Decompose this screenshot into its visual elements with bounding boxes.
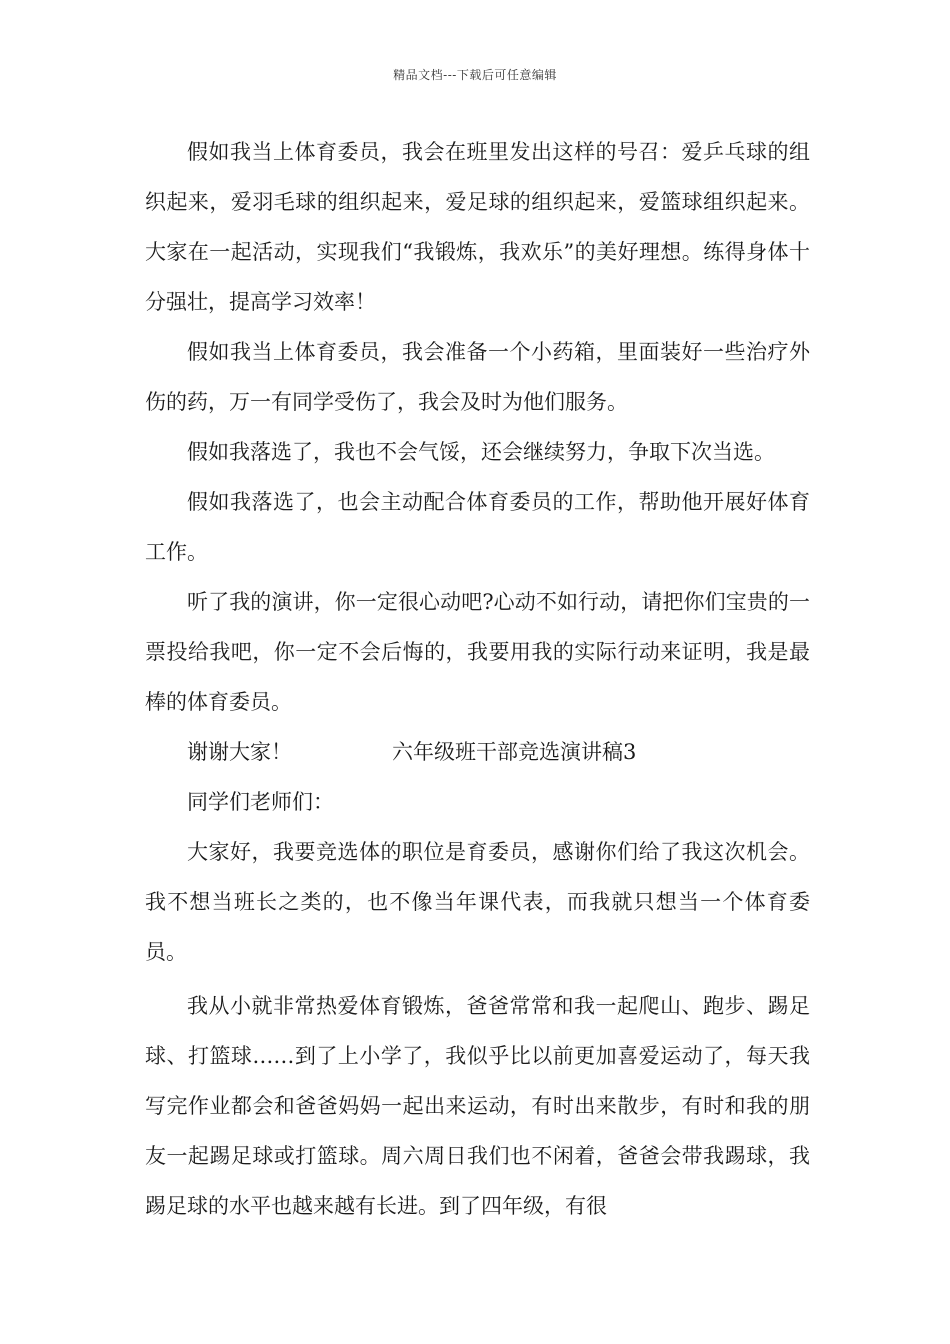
page-header: 精品文档---下载后可任意编辑: [393, 68, 557, 82]
section-title: 六年级班干部竞选演讲稿3: [392, 740, 637, 764]
paragraph-4: 假如我落选了，也会主动配合体育委员的工作，帮助他开展好体育工作。: [145, 490, 810, 564]
greeting: 同学们老师们：: [187, 790, 334, 814]
paragraph-6: 大家好，我要竞选体的职位是育委员，感谢你们给了我这次机会。我不想当班长之类的，也不像当年课代表，而我就只想当一个体育委员。: [145, 840, 810, 964]
document-body: [145, 127, 810, 1231]
thanks-line: [145, 727, 810, 777]
paragraph-2: 假如我当上体育委员，我会准备一个小药箱，里面装好一些治疗外伤的药，万一有同学受伤了，我会及时为他们服务。: [145, 340, 810, 414]
thanks-text: 谢谢大家！: [187, 740, 292, 764]
paragraph-3: 假如我落选了，我也不会气馁，还会继续努力，争取下次当选。: [187, 440, 775, 464]
paragraph-1: 假如我当上体育委员，我会在班里发出这样的号召：爱乒乓球的组织起来，爱羽毛球的组织起来，爱足球的组织起来，爱篮球组织起来。大家在一起活动，实现我们“我锻炼，我欢乐”的美好理想。练得身体十分强壮，提高学习效率！: [145, 140, 810, 314]
paragraph-7: 我从小就非常热爱体育锻炼，爸爸常常和我一起爬山、跑步、踢足球、打篮球……到了上小学了，我似乎比以前更加喜爱运动了，每天我写完作业都会和爸爸妈妈一起出来运动，有时出来散步，有时和我的朋友一起踢足球或打篮球。周六周日我们也不闲着，爸爸会带我踢球，我踢足球的水平也越来越有长进。到了四年级，有很: [145, 994, 810, 1218]
paragraph-5: 听了我的演讲，你一定很心动吧?心动不如行动，请把你们宝贵的一票投给我吧，你一定不会后悔的，我要用我的实际行动来证明，我是最棒的体育委员。: [145, 590, 810, 714]
